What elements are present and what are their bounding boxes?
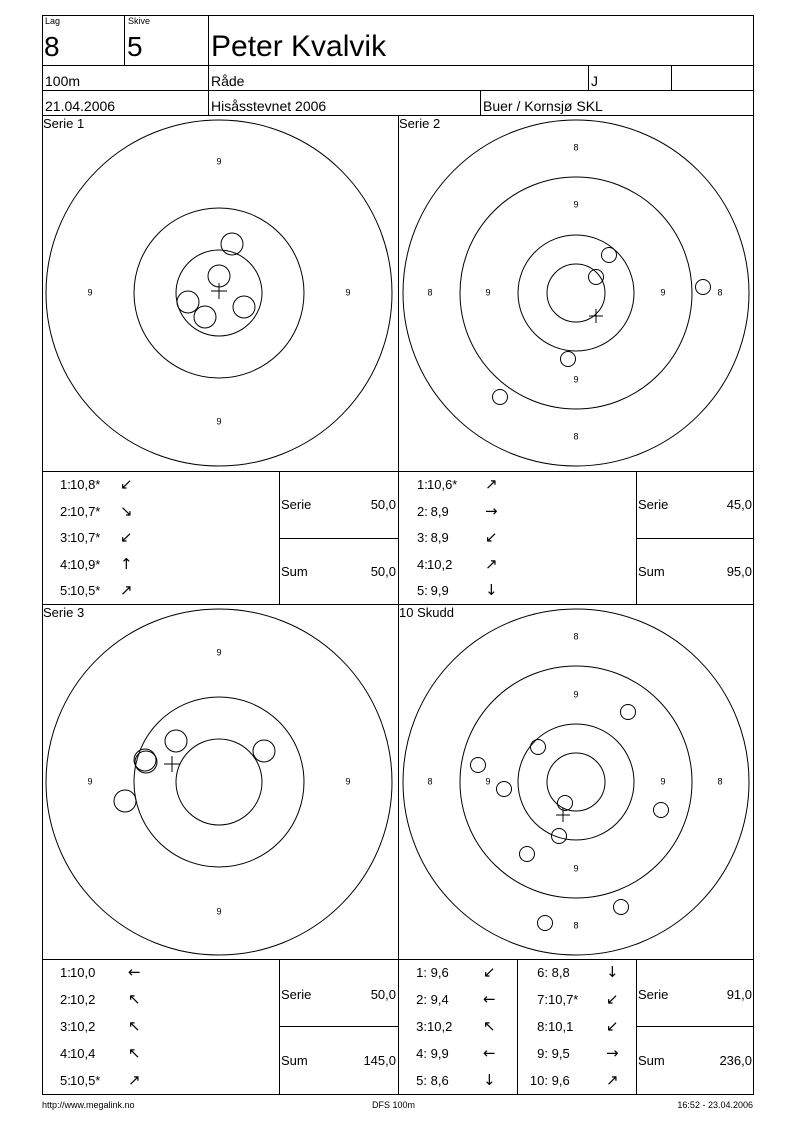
shot-row: 5:10,5* ↗ <box>60 1071 141 1089</box>
shot-row: 2: 9,4 ← <box>416 990 496 1008</box>
shot-row: 4:10,2 ↗ <box>417 554 498 573</box>
direction-arrow-icon: ↗ <box>485 475 498 493</box>
shot-hole <box>493 390 508 405</box>
ring-10 <box>547 753 605 811</box>
target-serie3 <box>46 609 392 955</box>
lag-value: 8 <box>44 31 60 62</box>
direction-arrow-icon: ↙ <box>483 963 496 981</box>
ring-label: 8 <box>427 287 433 298</box>
ring-outer <box>403 120 749 466</box>
shot-hole <box>621 705 636 720</box>
shot-row: 7:10,7* ↙ <box>537 990 619 1008</box>
direction-arrow-icon: ↗ <box>606 1071 619 1089</box>
shot-hole <box>531 740 546 755</box>
direction-arrow-icon: ↖ <box>483 1017 496 1035</box>
panel-title-serie2: Serie 2 <box>399 116 441 131</box>
shot-hole <box>471 758 486 773</box>
ring-label: 8 <box>573 920 579 931</box>
direction-arrow-icon: ↗ <box>485 554 498 573</box>
ring-label: 9 <box>87 287 93 298</box>
direction-arrow-icon: ↙ <box>606 1017 619 1035</box>
shot-row: 5:10,5* ↗ <box>60 581 133 599</box>
panel-title-10-skudd: 10 Skudd <box>399 605 454 620</box>
shot-hole <box>520 847 535 862</box>
shot-row: 2: 8,9 → <box>417 501 498 520</box>
shot-row: 1: 9,6 ↙ <box>416 963 496 981</box>
direction-arrow-icon: ↘ <box>120 501 133 520</box>
direction-arrow-icon: ↓ <box>485 581 498 599</box>
direction-arrow-icon: ↗ <box>128 1071 141 1089</box>
shot-hole <box>614 900 629 915</box>
ring-label: 9 <box>345 776 351 787</box>
shooter-name: Peter Kvalvik <box>211 30 387 63</box>
sum-value: 50,0 <box>370 564 396 579</box>
ring-label: 9 <box>216 156 222 167</box>
sum-label: Sum <box>281 564 308 579</box>
ring-label: 9 <box>573 863 579 874</box>
shot-hole <box>497 782 512 797</box>
direction-arrow-icon: ↖ <box>128 1044 141 1062</box>
direction-arrow-icon: ↙ <box>606 990 619 1008</box>
shot-row: 3:10,2 ↖ <box>60 1017 141 1035</box>
ring-label: 9 <box>660 287 666 298</box>
target-10-skudd <box>403 609 749 955</box>
shot-hole <box>538 916 553 931</box>
skive-label: Skive <box>128 16 151 26</box>
ring-label: 9 <box>485 287 491 298</box>
direction-arrow-icon: ↖ <box>128 990 141 1008</box>
ring-label: 9 <box>87 776 93 787</box>
ring-label: 9 <box>216 906 222 917</box>
shot-hole <box>233 296 255 318</box>
shot-hole <box>177 291 199 313</box>
sum-value: 95,0 <box>726 564 752 579</box>
shot-row: 6: 8,8 ↓ <box>537 963 619 981</box>
direction-arrow-icon: → <box>485 501 498 520</box>
ring-9 <box>134 697 304 867</box>
shot-hole <box>135 751 157 773</box>
shot-row: 2:10,2 ↖ <box>60 990 141 1008</box>
panel-title-serie1: Serie 1 <box>43 116 85 131</box>
direction-arrow-icon: ↗ <box>120 581 133 599</box>
shot-list-serie3 <box>60 964 275 1099</box>
ring-label: 9 <box>660 776 666 787</box>
shot-row: 3:10,7* ↙ <box>60 528 133 546</box>
direction-arrow-icon: ↙ <box>485 528 498 546</box>
ring-10 <box>176 739 262 825</box>
direction-arrow-icon: ↙ <box>120 475 133 493</box>
shot-hole <box>654 803 669 818</box>
shot-row: 5: 9,9 ↓ <box>417 581 498 599</box>
shot-hole <box>602 248 617 263</box>
direction-arrow-icon: ↓ <box>483 1071 496 1089</box>
footer-url[interactable]: http://www.megalink.no <box>42 1100 135 1110</box>
shot-row: 3:10,2 ↖ <box>416 1017 496 1035</box>
direction-arrow-icon: ↓ <box>606 963 619 981</box>
sum-label: Sum <box>638 564 665 579</box>
shot-row: 1:10,6* ↗ <box>417 475 498 493</box>
shot-row: 10: 9,6 ↗ <box>529 1071 619 1089</box>
lag-label: Lag <box>45 16 61 26</box>
footer-timestamp: 16:52 - 23.04.2006 <box>677 1100 753 1110</box>
serie-value: 50,0 <box>370 987 396 1002</box>
shot-row: 2:10,7* ↘ <box>60 501 133 520</box>
location: Buer / Kornsjø SKL <box>483 98 603 114</box>
serie-label: Serie <box>638 987 669 1002</box>
date: 21.04.2006 <box>45 98 116 114</box>
shot-list-10-skudd-right <box>528 964 634 1099</box>
shot-hole <box>194 306 216 328</box>
ring-label: 9 <box>573 374 579 385</box>
shot-hole <box>696 280 711 295</box>
ring-label: 9 <box>485 776 491 787</box>
shot-row: 4:10,9* ↑ <box>60 554 133 573</box>
ring-label: 9 <box>573 199 579 210</box>
shot-row: 4: 9,9 ← <box>416 1044 496 1062</box>
direction-arrow-icon: ← <box>128 963 141 981</box>
serie-value: 50,0 <box>370 497 396 512</box>
serie-value: 91,0 <box>726 987 752 1002</box>
ring-9 <box>518 235 634 351</box>
direction-arrow-icon: ↑ <box>120 554 133 573</box>
center-cross <box>589 309 603 323</box>
sum-value: 145,0 <box>363 1053 396 1068</box>
footer-program: DFS 100m <box>372 1100 416 1110</box>
shot-hole <box>165 730 187 752</box>
panel-title-serie3: Serie 3 <box>43 605 85 620</box>
shot-row: 8:10,1 ↙ <box>537 1017 619 1035</box>
shot-list-10-skudd-left <box>411 964 515 1099</box>
shot-row: 9: 9,5 → <box>537 1044 619 1062</box>
sum-label: Sum <box>638 1053 665 1068</box>
ring-label: 9 <box>345 287 351 298</box>
ring-label: 9 <box>216 416 222 427</box>
shot-row: 1:10,0 ← <box>60 963 141 981</box>
sum-label: Sum <box>281 1053 308 1068</box>
skive-value: 5 <box>127 31 143 62</box>
shot-hole <box>114 790 136 812</box>
target-serie2 <box>403 120 749 466</box>
direction-arrow-icon: ← <box>483 1044 496 1062</box>
class: J <box>591 73 598 89</box>
ring-label: 8 <box>573 431 579 442</box>
ring-label: 9 <box>216 647 222 658</box>
ring-9 <box>518 724 634 840</box>
serie-label: Serie <box>281 497 312 512</box>
shot-row: 5: 8,6 ↓ <box>416 1071 496 1089</box>
direction-arrow-icon: → <box>606 1044 619 1062</box>
direction-arrow-icon: ↖ <box>128 1017 141 1035</box>
ring-label: 8 <box>427 776 433 787</box>
ring-label: 9 <box>573 689 579 700</box>
shot-row: 3: 8,9 ↙ <box>417 528 498 546</box>
ring-label: 8 <box>717 287 723 298</box>
target-serie1 <box>46 120 392 466</box>
direction-arrow-icon: ← <box>483 990 496 1008</box>
ring-label: 8 <box>717 776 723 787</box>
serie-label: Serie <box>281 987 312 1002</box>
club: Råde <box>211 73 245 89</box>
serie-value: 45,0 <box>726 497 752 512</box>
distance: 100m <box>45 73 81 89</box>
shot-list-serie1 <box>60 476 275 609</box>
sum-value: 236,0 <box>719 1053 752 1068</box>
ring-outer <box>46 609 392 955</box>
direction-arrow-icon: ↙ <box>120 528 133 546</box>
shot-row: 4:10,4 ↖ <box>60 1044 141 1062</box>
shot-list-serie2 <box>417 476 632 609</box>
shot-hole <box>561 352 576 367</box>
event-name: Hisåsstevnet 2006 <box>211 98 327 114</box>
shot-hole <box>253 740 275 762</box>
ring-label: 8 <box>573 631 579 642</box>
shot-row: 1:10,8* ↙ <box>60 475 133 493</box>
ring-outer <box>403 609 749 955</box>
shot-hole <box>558 796 573 811</box>
serie-label: Serie <box>638 497 669 512</box>
ring-label: 8 <box>573 142 579 153</box>
